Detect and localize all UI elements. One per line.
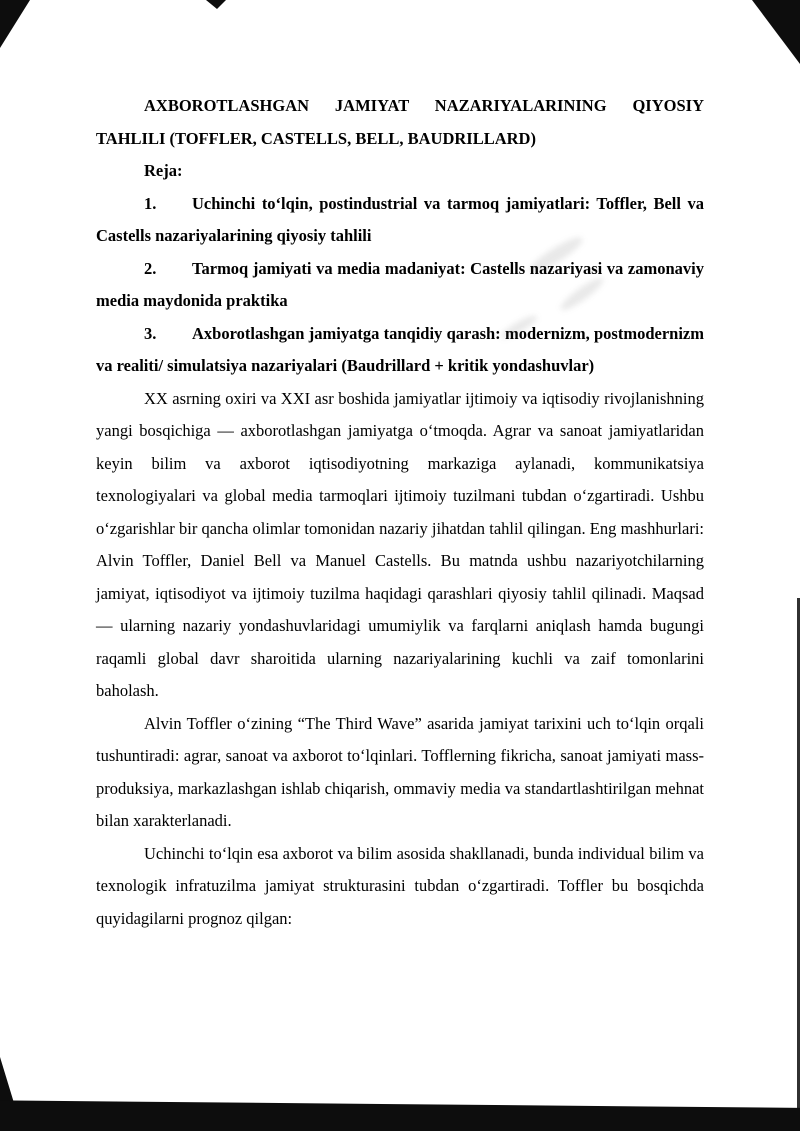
outline-item-2-text: Tarmoq jamiyati va media madaniyat: Castells nazariyasi va zamonaviy media maydonida praktika	[96, 258, 704, 310]
outline-item-3-text: Axborotlashgan jamiyatga tanqidiy qarash: modernizm, postmodernizm va realiti/ simulatsiya nazariyalari (Baudrillard + kritik yondashuvlar)	[96, 323, 704, 375]
outline-item-2-number: 2.	[144, 258, 157, 278]
paragraph-toffler-third-wave: Alvin Toffler o‘zining “The Third Wave” asarida jamiyat tarixini uch to‘lqin orqali tushuntiradi: agrar, sanoat va axborot to‘lqinlari. Tofflerning fikricha, sanoat jamiyati mass-produksiya, markazlashgan ishlab chiqarish, ommaviy media va standartlashtirilgan mehnat bilan xarakterlanadi.	[96, 713, 704, 830]
document-title: AXBOROTLASHGAN JAMIYAT NAZARIYALARINING QIYOSIY TAHLILI (TOFFLER, CASTELLS, BELL, BAUDRILLARD)	[96, 96, 704, 148]
paragraph-introduction: XX asrning oxiri va XXI asr boshida jamiyatlar ijtimoiy va iqtisodiy rivojlanishning yangi bosqichiga — axborotlashgan jamiyatga o‘tmoqda. Agrar va sanoat jamiyatlaridan keyin bilim va axborot iqtisodiyotning markaziga aylanadi, kommunikatsiya texnologiyalari va global media tarmoqlari ijtimoiy tuzilmani tubdan o‘zgartiradi. Ushbu o‘zgarishlar bir qancha olimlar tomonidan nazariy jihatdan tahlil qilingan. Eng mashhurlari: Alvin Toffler, Daniel Bell va Manuel Castells. Bu matnda ushbu nazariyotchilarning jamiyat, iqtisodiyot va ijtimoiy tuzilma haqidagi qarashlari qiyosiy tahlil qilinadi. Maqsad — ularning nazariy yondashuvlaridagi umumiylik va farqlarni aniqlash hamda bugungi raqamli global davr sharoitida ularning nazariyalarining kuchli va zaif tomonlarini baholash.	[96, 388, 704, 700]
outline-item-1-text: Uchinchi to‘lqin, postindustrial va tarmoq jamiyatlari: Toffler, Bell va Castells nazariyalarining qiyosiy tahlili	[96, 193, 704, 245]
scan-artifact-bottom-strip	[0, 1097, 800, 1131]
outline-heading: Reja:	[144, 161, 183, 180]
outline-item-1-number: 1.	[144, 193, 157, 213]
outline-item-3-number: 3.	[144, 323, 157, 343]
outline-item-3	[96, 318, 704, 383]
page-content	[96, 90, 704, 935]
paragraph-third-wave-forecast: Uchinchi to‘lqin esa axborot va bilim asosida shakllanadi, bunda individual bilim va texnologik infratuzilma jamiyat strukturasini tubdan o‘zgartiradi. Toffler bu bosqichda quyidagilarni prognoz qilgan:	[96, 843, 704, 928]
outline-item-2	[96, 253, 704, 318]
scan-artifact-corner-top-left	[0, 0, 30, 48]
scan-artifact-corner-bottom-left	[0, 1057, 14, 1103]
scan-artifact-top-edge-notch	[206, 0, 226, 9]
scan-artifact-corner-top-right	[752, 0, 800, 64]
outline-item-1	[96, 188, 704, 253]
